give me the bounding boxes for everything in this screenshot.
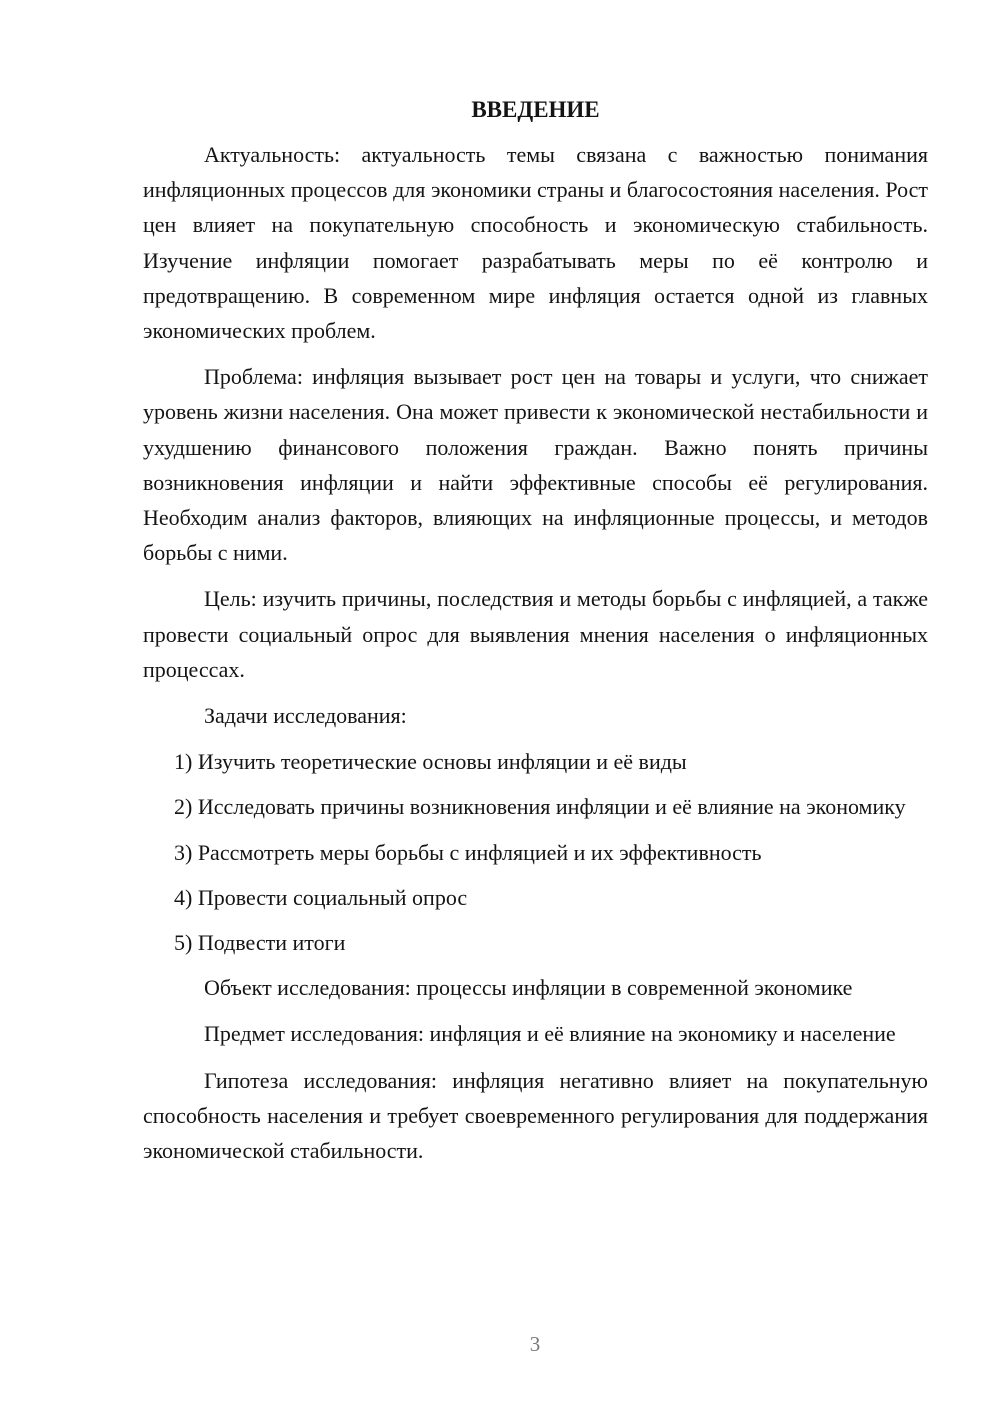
task-item: 1) Изучить теоретические основы инфляции и её виды — [174, 749, 687, 775]
task-item: 3) Рассмотреть меры борьбы с инфляцией и их эффективность — [174, 839, 762, 865]
object-paragraph: Объект исследования: процессы инфляции в современной экономике — [204, 975, 853, 1001]
section-heading: ВВЕДЕНИЕ — [471, 97, 600, 122]
task-item: 2) Исследовать причины возникновения инфляции и её влияние на экономику — [174, 794, 906, 820]
subject-paragraph: Предмет исследования: инфляция и её влияние на экономику и население — [204, 1021, 896, 1047]
relevance-paragraph: Актуальность: актуальность темы связана с важностью понимания инфляционных процессов для экономики страны и благосостояния населения. Рост цен влияет на покупательную способность и экономическую стабильность. Изучение инфляции помогает разрабатывать меры по её контролю и предотвращению. В современном мире инфляция остается одной из главных экономических проблем. — [143, 142, 928, 344]
problem-paragraph: Проблема: инфляция вызывает рост цен на товары и услуги, что снижает уровень жизни населения. Она может привести к экономической нестабильности и ухудшению финансового положения граждан. Важно понять причины возникновения инфляции и найти эффективные способы её регулирования. Необходим анализ факторов, влияющих на инфляционные процессы, и методов борьбы с ними. — [143, 364, 928, 566]
task-item: 4) Провести социальный опрос — [174, 884, 468, 910]
document-page — [143, 92, 928, 1179]
tasks-heading: Задачи исследования: — [204, 703, 407, 729]
task-item: 5) Подвести итоги — [174, 930, 346, 956]
page-number: 3 — [529, 1332, 541, 1356]
goal-paragraph: Цель: изучить причины, последствия и методы борьбы с инфляцией, а также провести социальный опрос для выявления мнения населения о инфляционных процессах. — [143, 586, 928, 682]
hypothesis-paragraph: Гипотеза исследования: инфляция негативно влияет на покупательную способность населения и требует своевременного регулирования для поддержания экономической стабильности. — [143, 1067, 928, 1164]
tasks-list — [143, 744, 928, 960]
